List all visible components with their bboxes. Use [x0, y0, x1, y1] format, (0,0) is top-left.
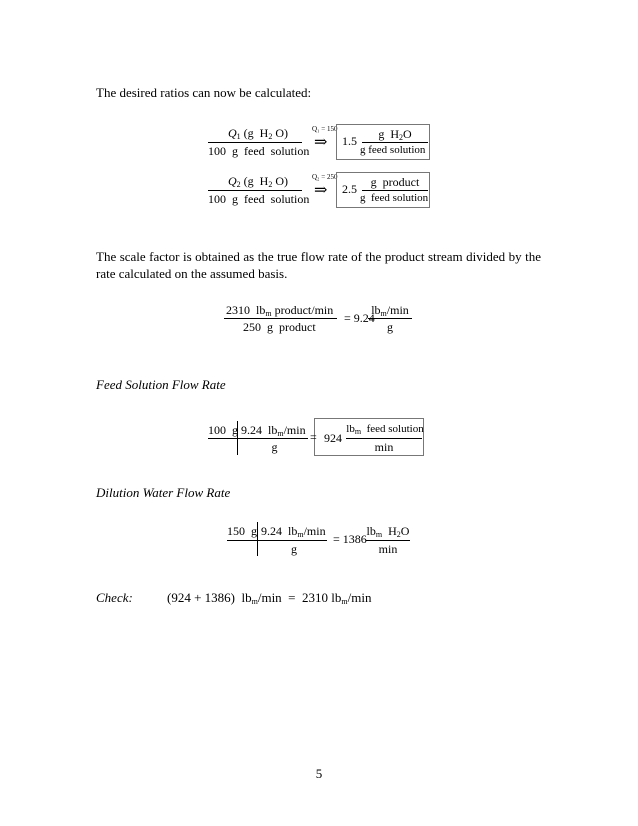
feed-divider — [237, 421, 238, 455]
feed-value: 924 — [324, 431, 342, 445]
feed-result-bar — [346, 438, 422, 439]
scale-equals-value: = 9.24 — [344, 311, 375, 325]
scale-numerator: 2310 $lb_m$ product/min — [226, 303, 334, 318]
ratio2-arrow-label: Q₂ = 250 — [312, 173, 338, 181]
scale-result-bar — [368, 318, 412, 319]
scale-fraction-bar — [224, 318, 337, 319]
dilution-numerator: 9.24 $lb_m/\min$ — [261, 524, 326, 539]
ratio1-numerator: $Q_1$ (g $H_2$ O) — [228, 126, 289, 141]
dilution-equals-value: = 1386 — [333, 532, 367, 546]
scale-paragraph: The scale factor is obtained as the true flow rate of the product stream divided by the rate calculated on the assumed basis. — [96, 249, 541, 281]
feed-fraction-bar — [208, 438, 308, 439]
dilution-heading: Dilution Water Flow Rate — [96, 485, 231, 500]
scale-denominator: 250 g product — [243, 320, 316, 334]
ratio2-implies-arrow: ⇒ — [314, 182, 328, 199]
dilution-result-bar — [366, 540, 410, 541]
page-number: 5 — [315, 766, 323, 781]
feed-numerator: 9.24 $lb_m/\min$ — [241, 423, 306, 438]
ratio2-result-bar — [362, 190, 428, 191]
ratio2-result-numerator: g product — [370, 175, 420, 189]
feed-result-numerator: $lb_m$ feed solution — [346, 423, 424, 436]
ratio1-denominator: 100 g feed solution — [208, 144, 310, 158]
ratio2-coefficient: 2.5 — [342, 182, 357, 196]
feed-equals: = — [310, 430, 317, 444]
dilution-left-quantity: 150 g — [227, 524, 257, 538]
intro-text: The desired ratios can now be calculated: — [96, 85, 312, 100]
ratio1-coefficient: 1.5 — [342, 134, 357, 148]
check-label: Check: — [96, 590, 133, 605]
dilution-divider — [257, 522, 258, 556]
feed-heading: Feed Solution Flow Rate — [96, 377, 226, 392]
ratio1-result-denominator: g feed solution — [360, 144, 426, 156]
ratio1-implies-arrow: ⇒ — [314, 134, 328, 151]
dilution-fraction-bar — [227, 540, 327, 541]
dilution-result-numerator: $lb_m$ $H_2O$ — [366, 524, 410, 539]
dilution-result-denominator: min — [378, 542, 398, 556]
ratio1-result-bar — [362, 142, 428, 143]
ratio2-fraction-bar — [208, 190, 302, 191]
dilution-denominator: g — [291, 542, 297, 556]
ratio2-result-denominator: g feed solution — [360, 192, 429, 204]
ratio2-numerator: $Q_2$ (g $H_2$ O) — [228, 174, 289, 189]
scale-result-denominator: g — [387, 320, 393, 334]
ratio1-arrow-label: Q₁ = 150 — [312, 125, 338, 133]
feed-denominator: g — [271, 440, 278, 454]
ratio1-fraction-bar — [208, 142, 302, 143]
ratio1-result-numerator: g $H_2O$ — [378, 127, 412, 142]
ratio2-denominator: 100 g feed solution — [208, 192, 310, 206]
feed-left-quantity: 100 g — [208, 423, 238, 437]
check-equation: (924 + 1386) $lb_m/\min = 2310$ $lb_m/\min$ — [167, 590, 372, 606]
feed-result-denominator: min — [374, 440, 394, 454]
scale-result-numerator: $lb_m/\min$ — [371, 303, 409, 318]
